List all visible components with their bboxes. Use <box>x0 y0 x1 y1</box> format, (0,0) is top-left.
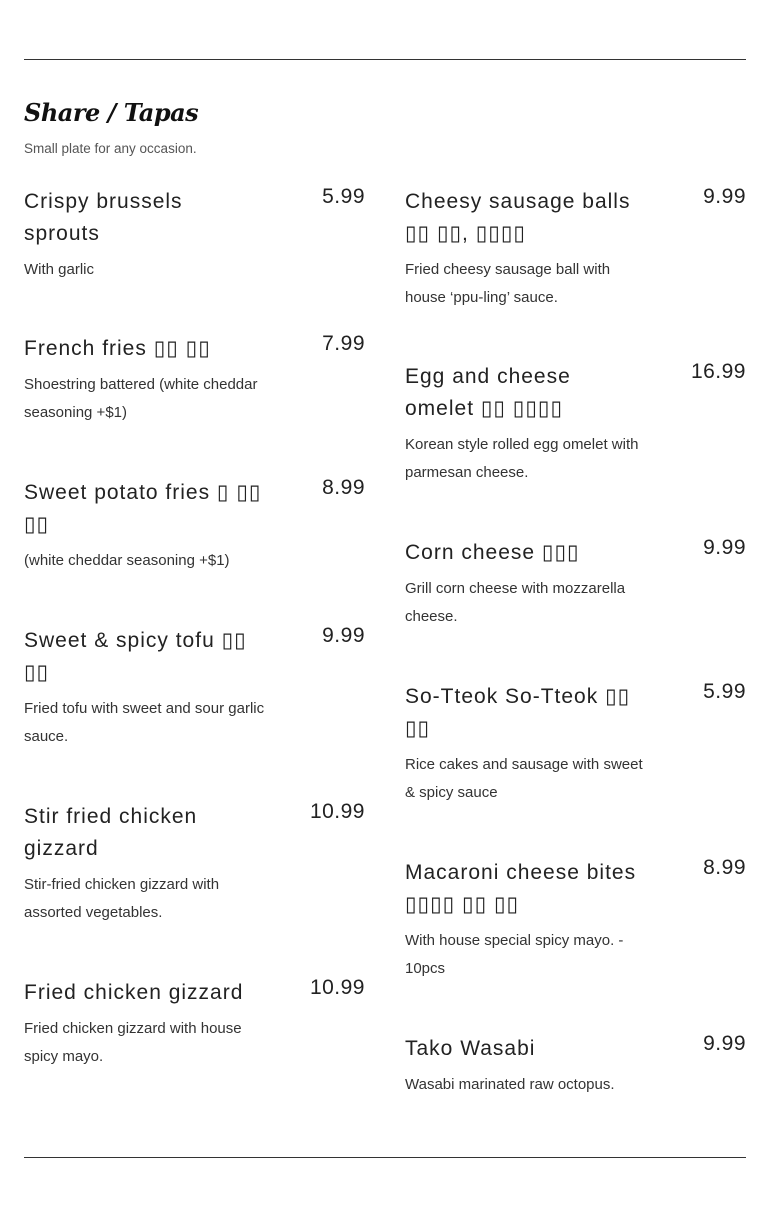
item-description: Wasabi marinated raw octopus. <box>405 1076 615 1093</box>
item-description: Grill corn cheese with mozzarella cheese. <box>405 580 626 625</box>
item-price: 9.99 <box>322 624 365 647</box>
item-description: With garlic <box>24 261 95 278</box>
item-price: 9.99 <box>703 185 746 208</box>
item-price: 7.99 <box>322 332 365 355</box>
item-name: So-Tteok So-Tteok ▯▯ ▯▯ <box>405 685 631 740</box>
item-name: Macaroni cheese bites ▯▯▯▯ ▯▯ ▯▯ <box>405 861 637 916</box>
menu-item <box>405 1027 746 1119</box>
top-divider <box>24 59 746 60</box>
item-name: Corn cheese ▯▯▯ <box>405 541 580 564</box>
item-name: Fried chicken gizzard <box>24 981 244 1004</box>
menu-item <box>405 355 746 531</box>
item-price: 10.99 <box>309 976 365 999</box>
item-description: Shoestring battered (white cheddar seasoning +$1) <box>24 376 258 421</box>
item-description: Korean style rolled egg omelet with parmesan cheese. <box>405 436 639 481</box>
item-name: Sweet potato fries ▯ ▯▯ ▯▯ <box>24 481 262 536</box>
menu-column-right <box>405 180 746 1119</box>
section-subtitle: Small plate for any occasion. <box>24 141 197 156</box>
menu-item <box>405 675 746 851</box>
item-price: 9.99 <box>703 1032 746 1055</box>
menu-item <box>24 180 365 327</box>
item-name: Crispy brussels sprouts <box>24 190 183 245</box>
item-price: 16.99 <box>690 360 746 383</box>
menu-item <box>405 531 746 675</box>
item-name: Stir fried chicken gizzard <box>24 805 198 860</box>
menu-column-left <box>24 180 365 1091</box>
item-description: (white cheddar seasoning +$1) <box>24 552 230 569</box>
menu-item <box>24 795 365 971</box>
item-name: French fries ▯▯ ▯▯ <box>24 337 211 360</box>
item-name: Cheesy sausage balls ▯▯ ▯▯, ▯▯▯▯ <box>405 190 631 245</box>
section-title: Share / Tapas <box>24 98 199 127</box>
item-price: 9.99 <box>703 536 746 559</box>
item-description: With house special spicy mayo. - 10pcs <box>405 932 624 977</box>
item-price: 5.99 <box>703 680 746 703</box>
item-price: 8.99 <box>322 476 365 499</box>
menu-item <box>405 180 746 355</box>
menu-item <box>24 471 365 619</box>
item-price: 5.99 <box>322 185 365 208</box>
item-description: Fried chicken gizzard with house spicy mayo. <box>24 1020 242 1065</box>
menu-item <box>405 851 746 1027</box>
item-description: Rice cakes and sausage with sweet & spicy sauce <box>405 756 643 801</box>
item-name: Sweet & spicy tofu ▯▯ ▯▯ <box>24 629 247 684</box>
item-name: Tako Wasabi <box>405 1037 536 1060</box>
menu-item <box>24 619 365 795</box>
item-price: 10.99 <box>309 800 365 823</box>
item-description: Fried cheesy sausage ball with house ‘ppu-ling’ sauce. <box>405 261 611 306</box>
menu-item <box>24 971 365 1091</box>
item-name: Egg and cheese omelet ▯▯ ▯▯▯▯ <box>405 365 571 420</box>
item-price: 8.99 <box>703 856 746 879</box>
menu-item <box>24 327 365 471</box>
bottom-divider <box>24 1157 746 1158</box>
item-description: Fried tofu with sweet and sour garlic sauce. <box>24 700 265 745</box>
item-description: Stir-fried chicken gizzard with assorted vegetables. <box>24 876 220 921</box>
